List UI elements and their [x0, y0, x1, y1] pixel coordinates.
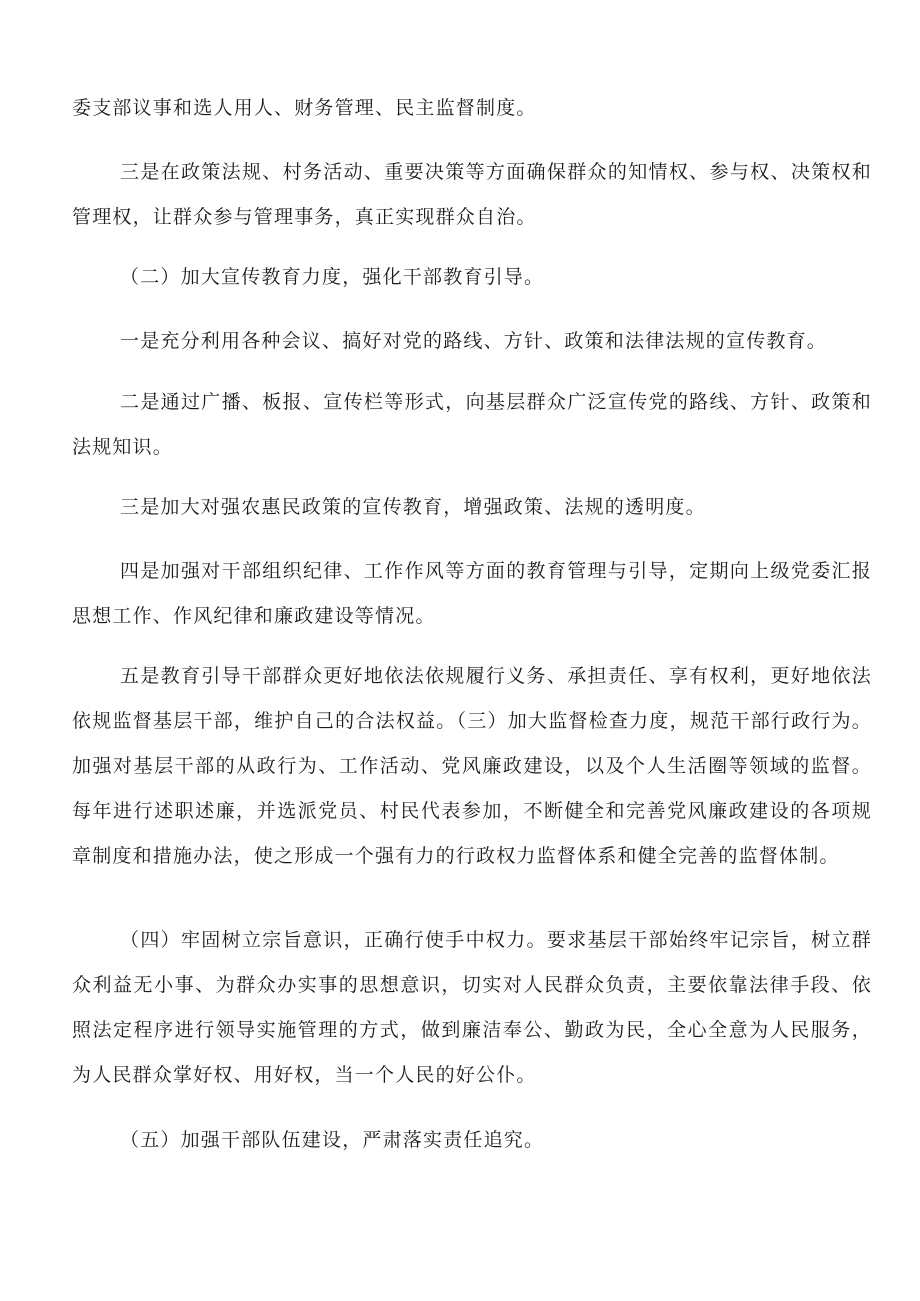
- paragraph-broadcast: 二是通过广播、板报、宣传栏等形式，向基层群众广泛宣传党的路线、方针、政策和法规知识。: [72, 391, 872, 458]
- paragraph-heading-2: （二）加大宣传教育力度，强化干部教育引导。: [120, 266, 545, 288]
- paragraph-discipline: 四是加强对干部组织纪律、工作作风等方面的教育管理与引导，定期向上级党委汇报思想工作、作风纪律和廉政建设等情况。: [72, 560, 872, 627]
- paragraph-heading-4: （四）牢固树立宗旨意识，正确行使手中权力。要求基层干部始终牢记宗旨，树立群众利益无小事、为群众办实事的思想意识，切实对人民群众负责，主要依靠法律手段、依照法定程序进行领导实施管理的方式，做到廉洁奉公、勤政为民，全心全意为人民服务，为人民群众掌好权、用好权，当一个人民的好公仆。: [72, 929, 872, 1086]
- paragraph-continuation: 委支部议事和选人用人、财务管理、民主监督制度。: [72, 97, 537, 119]
- paragraph-policy-transparency: 三是加大对强农惠民政策的宣传教育，增强政策、法规的透明度。: [120, 496, 706, 518]
- paragraph-supervision: 五是教育引导干部群众更好地依法依规履行义务、承担责任、享有权利，更好地依法依规监督基层干部，维护自己的合法权益。（三）加大监督检查力度，规范干部行政行为。加强对基层干部的从政行为、工作活动、党风廉政建设，以及个人生活圈等领域的监督。每年进行述职述廉，并选派党员、村民代表参加，不断健全和完善党风廉政建设的各项规章制度和措施办法，使之形成一个强有力的行政权力监督体系和健全完善的监督体制。: [72, 665, 872, 867]
- paragraph-meetings: 一是充分利用各种会议、搞好对党的路线、方针、政策和法律法规的宣传教育。: [120, 330, 828, 352]
- paragraph-heading-5: （五）加强干部队伍建设，严肃落实责任追究。: [120, 1129, 545, 1151]
- paragraph-decision-rights: 三是在政策法规、村务活动、重要决策等方面确保群众的知情权、参与权、决策权和管理权，让群众参与管理事务，真正实现群众自治。: [72, 161, 872, 228]
